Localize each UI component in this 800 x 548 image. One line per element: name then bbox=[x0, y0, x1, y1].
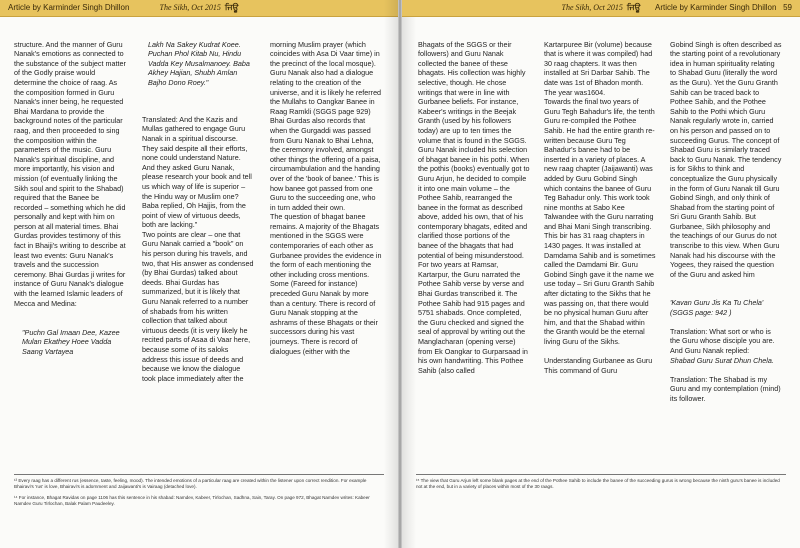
header-author: Article by Karminder Singh Dhillon bbox=[655, 3, 777, 12]
right-column-1 bbox=[418, 30, 530, 470]
right-column-3 bbox=[670, 30, 782, 470]
verse-text: Shabad Guru Surat Dhun Chela. bbox=[670, 355, 774, 365]
magazine-logo: ਜਿਊ bbox=[626, 3, 641, 12]
body-text: Translation: What sort or who is the Guru whose disciple you are. And Guru Nanak replied: bbox=[670, 326, 775, 355]
page-number: 59 bbox=[783, 3, 792, 12]
footnote: ¹⁵ The view that Guru Arjun left some blank pages at the end of the Pothee Sahib to include the banee of the succeeding gurus is wrong because the ninth guru's banee is included not at the end, but in a variety of places within most of the 30 raags. bbox=[416, 478, 780, 489]
header-issue: The Sikh, Oct 2015 bbox=[159, 3, 221, 12]
left-page-header bbox=[0, 0, 398, 17]
body-text: Translated: And the Kazis and Mullas gathered to engage Guru Nanak in a spiritual discourse. They said despite all their efforts, none could understand Nature. And they asked Guru Nanak, please research your book and tell us which way of life is superior – the Hindu way or Muslim one? Baba replied, Oh Hajjis, from the point of view of virtuous deeds, both are lacking." Two points are clear – one that Guru Nanak carried a "book" on his person during his travels, and two, that His answer as condensed (by Bhai Gurdas) talked about deeds. Bhai Gurdas has summarized, but it is likely that Guru Nanak referred to a number of shabads from his written collection that talked about virtuous deeds (it is very likely he recited parts of Asaa di Vaar here, because some of its saloks address this issue of deeds and because we know the dialogue took place immediately after the bbox=[142, 114, 254, 383]
body-text: Gobind Singh is often described as the starting point of a revolutionary idea in human spirituality relating to Shabad Guru (literally the word as the Guru). Yet the Guru Granth Sahib can be traced back to Pothee Sahib, and the Pothee Sahib to the Pothi which Guru Nanak regularly wrote in, carried on his person and passed on to succeeding Gurus. The concept of Shabad Guru is similarly traced back to Guru Nanak. The tendency is for Sikhs to think and conceptualize the Guru physically in the form of Guru Nanak till Guru Gobind Singh, and only think of Shabad from the starting point of Sri Guru Granth Sahib. But Gurbanee, Sikh philosophy and the teachings of our Gurus do not transcribe to this view. When Guru Nanak had his discourse with the Yogees, they raised the question of the Guru and asked him bbox=[670, 39, 782, 279]
verse-text: "Puchn Gal Imaan Dee, Kazee Mulan Ekathey Hoee Vadda Saang Vartayea bbox=[22, 327, 120, 356]
right-footnotes bbox=[416, 474, 786, 495]
header-magazine bbox=[0, 0, 398, 16]
right-column-2 bbox=[544, 30, 656, 470]
body-text: Bhagats of the SGGS or their followers) and Guru Nanak collected the banee of these bhagats. His collection was highly selective, though. He chose writings that were in line with Gurbanee beliefs. For instance, Kabeer's writings in the Beejak Granth (used by his followers today) are up to ten times the volume that is found in the SGGS. Guru Nanak included his selection of bhagat banee in his pothi. When the pothis (books) eventually got to Guru Arjun, he decided to compile it into one main volume – the Pothee Sahib, rearranged the banee in the format as described above, added his own, that of his contemporary bhagats, edited and clarified those portions of the banee of the bhagats that had potential of being misunderstood. For two years at Ramsar, Kartarpur, the Guru narrated the Pothee Sahib verse by verse and Bhai Gurdas transcribed it. The Pothee Sahib had 915 pages and 5751 shabads. Once completed, the Guru checked and signed the seal of approval by writing out the Manglacharan (opening verse) from Ek Oangkar to Gurparsaad in his own handwriting. This Pothee Sahib (also called bbox=[418, 39, 530, 375]
left-footnotes bbox=[14, 474, 384, 512]
right-columns bbox=[402, 30, 800, 470]
body-text: morning Muslim prayer (which coincides with Asa Di Vaar time) in the precinct of the local mosque). Guru Nanak also had a dialogue relating to the creation of the universe, and it is likely he referred the Mullahs to Oangkar Banee in Raag Ramkli (SGGS page 929) Bhai Gurdas also records that when the Gurgaddi was passed from Guru Nanak to Bhai Lehna, the ceremony involved, amongst other things the offering of a paisa, circumambulation and the handing over of the 'book of banee.' This is how banee got passed from one Guru to the succeeding one, who in turn added their own. The question of bhagat banee remains. A majority of the Bhagats mentioned in the SGGS were contemporaries of each other as Gurbanee provides the evidence in the form of each mentioning the other including cross mentions. Some (Fareed for instance) preceded Guru Nanak by more than a century. There is record of Guru Nanak stopping at the ashrams of these Bhagats or their successors during his vast journeys. There is record of dialogues (either with the bbox=[270, 39, 382, 356]
right-page bbox=[402, 0, 800, 548]
header-author: Article by Karminder Singh Dhillon bbox=[8, 3, 130, 12]
magazine-logo: ਜਿਊ bbox=[224, 3, 239, 12]
left-column-1 bbox=[14, 30, 126, 470]
left-page bbox=[0, 0, 398, 548]
right-page-header bbox=[402, 0, 800, 17]
header-author-page bbox=[655, 0, 792, 16]
verse-text: Lakh Na Sakey Kudrat Koee. Puchan Phol Kitab Nu, Hindu Vadda Key Musalmanoey. Baba Akhey Hajian, Shubh Amlan Bajho Dono Roey." bbox=[148, 39, 250, 87]
verse-text: 'Kavan Guru Jis Ka Tu Chela' (SGGS page: 942 ) bbox=[670, 298, 764, 317]
body-text: Translation: The Shabad is my Guru and my contemplation (mind) its follower. bbox=[670, 374, 781, 403]
body-text: Kartarpuree Bir (volume) because that is where it was compiled) had 30 raag chapters. It was then installed at Sri Darbar Sahib. The date was 1st of Bhadon month. The year was1604. Towards the final two years of Guru Tegh Bahadur's life, the tenth Guru re-compiled the Pothee Sahib. He had the entire granth re-written because Guru Teg Bahadur's banee had to be inserted in a variety of places. A new raag chapter (Jaijawanti) was added by Guru Gobind Singh which contains the banee of Guru Teg Bahadur only. This work took nine months at Sabo Kee Talwandee with the Guru narrating and Bhai Mani Singh transcribing. This bir has 31 raag chapters in 1430 pages. It was installed at Damdama Sahib and is sometimes called the Damdami Bir. Guru Gobind Singh gave it the name we use today – Sri Guru Granth Sahib after dictating to the Sikhs that he was passing on, that there would be no physical human Guru after him, and that the Shabad within the Granth would be the eternal living Guru of the Sikhs. Understanding Gurbanee as Guru This command of Guru bbox=[544, 39, 656, 375]
footnote: ¹³ Every raag has a different rus (essence, taste, feeling, mood). The intended emotions of a particular raag are created within the listener upon correct rendition. For example Bhairavi's 'rus' is love, Bhairavi's is adornment and Jaijawanti's is Vairaag (detached love). bbox=[14, 478, 367, 489]
left-columns bbox=[0, 30, 398, 470]
left-column-3 bbox=[270, 30, 382, 470]
left-column-2 bbox=[142, 30, 254, 470]
footnote: ¹⁴ For instance, Bhagat Ravidas on page 1106 has this sentence in his shabad: Namdev, Kabeer, Tirlochan, Sadhna, Sain, Taray. On page 972, Bhagat Namdev writes: Kabeer Namdev Guru Tirlochan, Balak Palam Paudeeley. bbox=[14, 495, 370, 506]
header-issue: The Sikh, Oct 2015 bbox=[561, 3, 623, 12]
body-text: structure. And the manner of Guru Nanak's emotions as connected to the substance of the subject matter of the Godly praise would determine the choice of raag. As the composition formed in Guru Nanak's inner being, he requested Bhai Mardana to provide the background notes of the particular raag, and then proceeded to sing the composition within the parameters of the music. Guru Nanak's spiritual discipline, and more importantly, his vision and mission (of eventually linking the Sikh soul and spirit to the Shabad) required that the Banee be recorded – something which he did personally and kept with him on person at all material times. Bhai Gurdas provides testimony of this fact in Bhaiji's writing to describe at least two events: Guru Nanak's travels and the succession ceremony. Bhai Gurdas ji writes for instance of Guru Nanak's dialogue with the learned Islamic leaders of Mecca and Medina: bbox=[14, 39, 126, 308]
